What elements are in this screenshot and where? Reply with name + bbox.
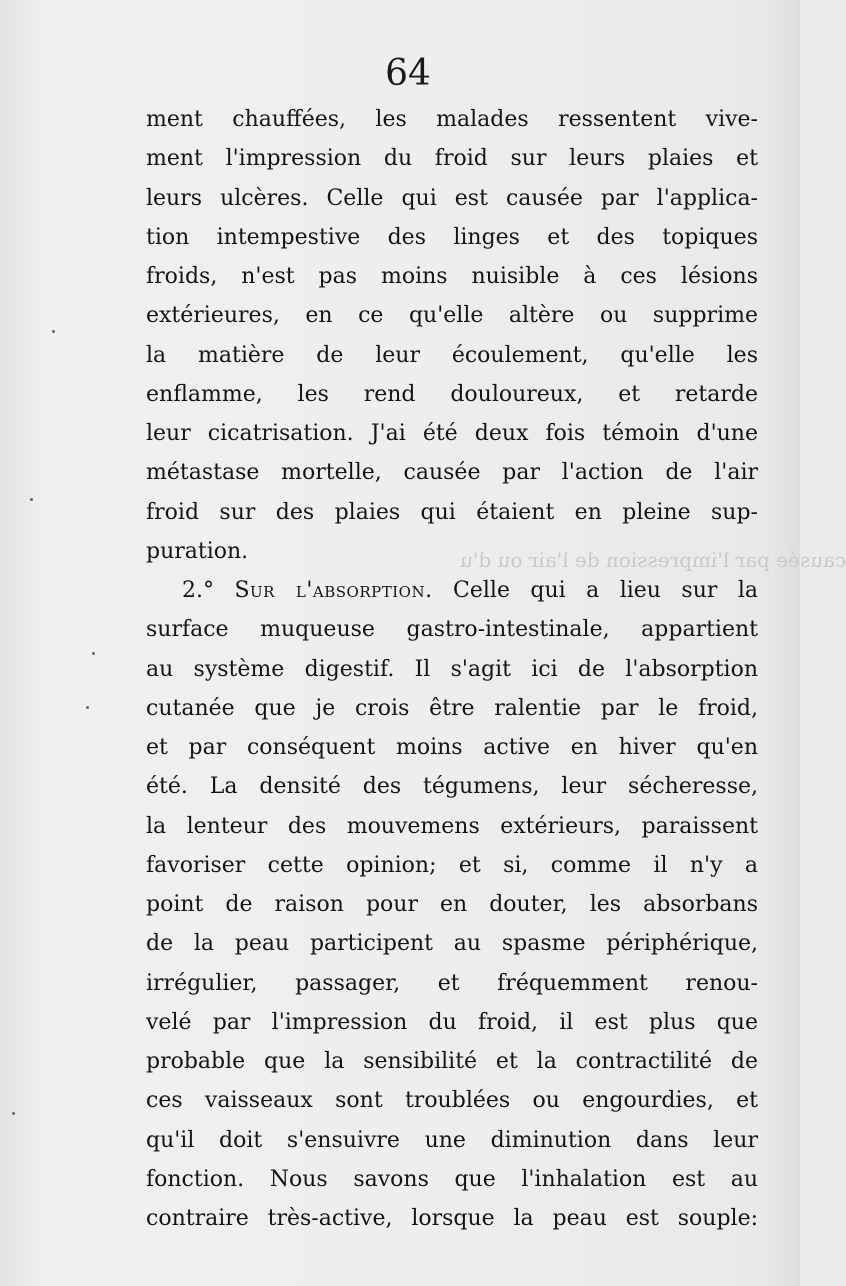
page-number: 64 <box>385 53 431 94</box>
ink-speck <box>52 330 55 333</box>
text-line: cutanée que je crois être ralentie par le froid, <box>146 695 758 721</box>
text-line: au système digestif. Il s'agit ici de l'absorption <box>146 656 758 682</box>
text-line: fonction. Nous savons que l'inhalation est au <box>146 1166 758 1192</box>
text-line: la lenteur des mouvemens extérieurs, paraissent <box>146 813 758 839</box>
text-line: de la peau participent au spasme périphérique, <box>146 931 758 957</box>
text-line: été. La densité des tégumens, leur sécheresse, <box>146 774 758 800</box>
text-line: puration. <box>146 538 249 564</box>
ink-speck <box>12 1112 15 1115</box>
section-number: 2.° <box>182 578 214 603</box>
text-line: favoriser cette opinion; et si, comme il n'y a <box>146 852 758 878</box>
text-line: métastase mortelle, causée par l'action de l'air <box>146 460 758 486</box>
ink-speck <box>92 652 95 655</box>
section-heading-line <box>146 571 758 610</box>
text-line: la matière de leur écoulement, qu'elle les <box>146 342 758 368</box>
ink-speck <box>30 498 33 501</box>
text-line: ces vaisseaux sont troublées ou engourdies, et <box>146 1088 758 1114</box>
section-heading: Sur l'absorption. <box>234 578 433 603</box>
text-line: leur cicatrisation. J'ai été deux fois témoin d'une <box>146 421 758 446</box>
text-line: enflamme, les rend douloureux, et retarde <box>146 381 758 407</box>
text-line: irrégulier, passager, et fréquemment renou- <box>146 970 758 996</box>
text-line: tion intempestive des linges et des topiques <box>146 224 758 250</box>
text-line: surface muqueuse gastro-intestinale, appartient <box>146 617 758 643</box>
text-line: leurs ulcères. Celle qui est causée par l'applica- <box>146 185 758 211</box>
text-line: contraire très-active, lorsque la peau est souple: <box>146 1206 758 1231</box>
text-line: ment l'impression du froid sur leurs plaies et <box>146 146 758 172</box>
text-line: probable que la sensibilité et la contractilité de <box>146 1049 758 1074</box>
ink-speck <box>86 706 89 709</box>
text-line: et par conséquent moins active en hiver qu'en <box>146 735 758 760</box>
text-line: extérieures, en ce qu'elle altère ou supprime <box>146 303 758 329</box>
text-line: velé par l'impression du froid, il est plus que <box>146 1009 758 1035</box>
section-first-line: Celle qui a lieu sur la <box>453 578 758 603</box>
text-line: qu'il doit s'ensuivre une diminution dans leur <box>146 1127 758 1153</box>
text-line: point de raison pour en douter, les absorbans <box>146 892 758 917</box>
text-line: froids, n'est pas moins nuisible à ces lésions <box>146 264 758 289</box>
text-line: ment chauffées, les malades ressentent vive- <box>146 107 758 132</box>
text-line: froid sur des plaies qui étaient en pleine sup- <box>146 499 758 525</box>
body-text <box>146 100 758 1238</box>
bleed-through-text: causée par l'impression de l'air ou d'u <box>460 548 846 572</box>
